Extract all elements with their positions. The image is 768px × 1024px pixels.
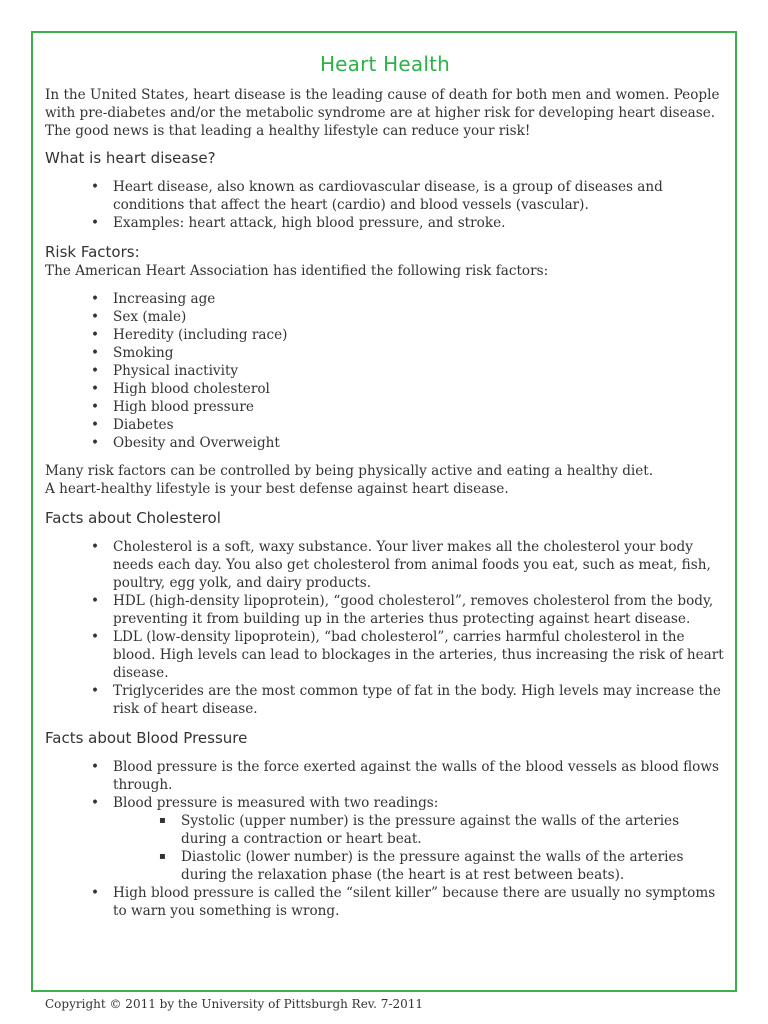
list-item: • Obesity and Overweight xyxy=(113,434,725,452)
risk-factors-closing-2: A heart-healthy lifestyle is your best defense against heart disease. xyxy=(45,481,509,497)
document-body xyxy=(45,52,725,920)
list-item: • Heart disease, also known as cardiovascular disease, is a group of diseases and conditions that affect the heart (cardio) and blood vessels (vascular). xyxy=(113,178,725,214)
list-item: • High blood cholesterol xyxy=(113,380,725,398)
risk-factors-list xyxy=(45,290,725,452)
readings-sublist xyxy=(113,812,725,884)
blood-pressure-list xyxy=(45,758,725,920)
sublist-item: ▪ Systolic (upper number) is the pressure against the walls of the arteries during a contraction or heart beat. xyxy=(181,812,725,848)
list-item: • Physical inactivity xyxy=(113,362,725,380)
heading-blood-pressure: Facts about Blood Pressure xyxy=(45,729,248,747)
list-item: • Triglycerides are the most common type of fat in the body. High levels may increase the risk of heart disease. xyxy=(113,682,725,718)
cholesterol-list xyxy=(45,538,725,718)
heading-what-is-heart-disease: What is heart disease? xyxy=(45,149,216,167)
list-item: • Diabetes xyxy=(113,416,725,434)
risk-factors-lead: The American Heart Association has identified the following risk factors: xyxy=(45,263,549,279)
heading-cholesterol: Facts about Cholesterol xyxy=(45,509,221,527)
sublist-item: ▪ Diastolic (lower number) is the pressure against the walls of the arteries during the relaxation phase (the heart is at rest between beats). xyxy=(181,848,725,884)
heart-disease-list xyxy=(45,178,725,232)
risk-factors-closing-1: Many risk factors can be controlled by being physically active and eating a healthy diet. xyxy=(45,463,654,479)
intro-paragraph: In the United States, heart disease is the leading cause of death for both men and women. People with pre-diabetes and/or the metabolic syndrome are at higher risk for developing heart disease. The good news is that leading a healthy lifestyle can reduce your risk! xyxy=(45,87,720,139)
list-item: • High blood pressure is called the “silent killer” because there are usually no symptoms to warn you something is wrong. xyxy=(113,884,725,920)
list-item: • Smoking xyxy=(113,344,725,362)
list-item: • Blood pressure is the force exerted against the walls of the blood vessels as blood flows through. xyxy=(113,758,725,794)
list-item: • HDL (high-density lipoprotein), “good cholesterol”, removes cholesterol from the body, preventing it from building up in the arteries thus protecting against heart disease. xyxy=(113,592,725,628)
list-item: • Heredity (including race) xyxy=(113,326,725,344)
list-item: • Sex (male) xyxy=(113,308,725,326)
list-item: • Increasing age xyxy=(113,290,725,308)
page-title: Heart Health xyxy=(319,52,451,76)
heading-risk-factors: Risk Factors: xyxy=(45,243,140,261)
list-item xyxy=(113,794,725,884)
list-item-text: Blood pressure is measured with two readings: xyxy=(113,795,439,811)
list-item: • Examples: heart attack, high blood pressure, and stroke. xyxy=(113,214,725,232)
list-item: • LDL (low-density lipoprotein), “bad cholesterol”, carries harmful cholesterol in the blood. High levels can lead to blockages in the arteries, thus increasing the risk of heart disease. xyxy=(113,628,725,682)
list-item: • Cholesterol is a soft, waxy substance. Your liver makes all the cholesterol your body needs each day. You also get cholesterol from animal foods you eat, such as meat, fish, poultry, egg yolk, and dairy products. xyxy=(113,538,725,592)
copyright-footer: Copyright © 2011 by the University of Pittsburgh Rev. 7-2011 xyxy=(45,997,424,1011)
list-item: • High blood pressure xyxy=(113,398,725,416)
